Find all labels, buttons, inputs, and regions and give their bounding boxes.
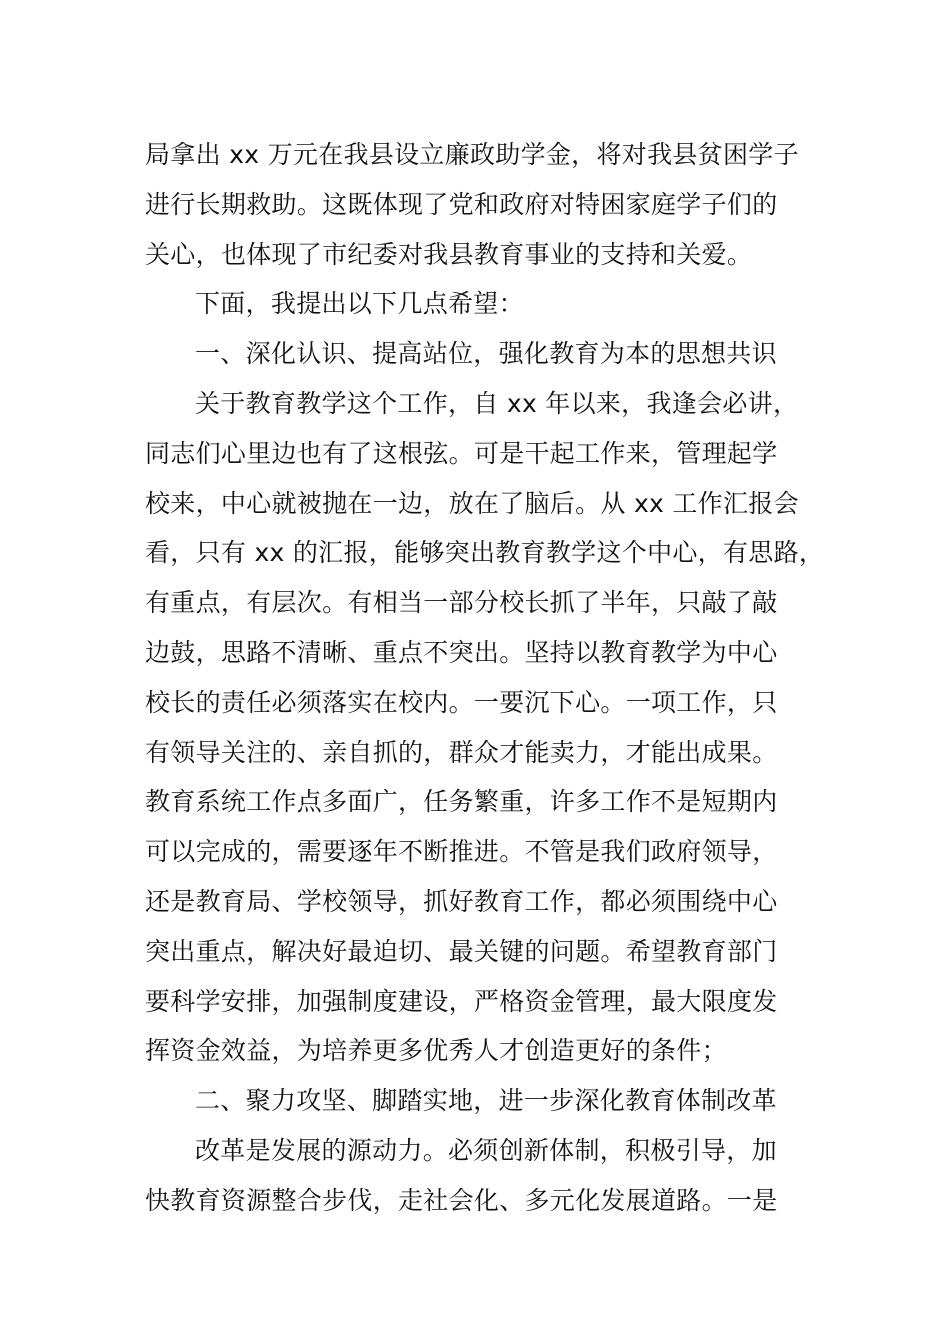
text-line: 校来，中心就被抛在一边，放在了脑后。从 xx 工作汇报会	[145, 488, 799, 518]
text-line: 突出重点，解决好最迫切、最关键的问题。希望教育部门	[145, 936, 778, 966]
text-line: 关于教育教学这个工作，自 xx 年以来，我逢会必讲，	[195, 388, 799, 418]
section-heading: 一、深化认识、提高站位，强化教育为本的思想共识	[195, 339, 777, 369]
text-line: 还是教育局、学校领导，抓好教育工作，都必须围绕中心	[145, 886, 778, 916]
text-line: 挥资金效益，为培养更多优秀人才创造更好的条件；	[145, 1036, 727, 1066]
text-line: 同志们心里边也有了这根弦。可是干起工作来，管理起学	[145, 438, 778, 468]
text-line: 有重点，有层次。有相当一部分校长抓了半年，只敲了敲	[145, 588, 778, 618]
text-line: 看，只有 xx 的汇报，能够突出教育教学这个中心，有思路，	[145, 538, 825, 568]
text-line: 要科学安排，加强制度建设，严格资金管理，最大限度发	[145, 986, 778, 1016]
text-line: 进行长期救助。这既体现了党和政府对特困家庭学子们的	[145, 189, 778, 219]
section-heading: 二、聚力攻坚、脚踏实地，进一步深化教育体制改革	[195, 1086, 777, 1116]
body-text	[145, 130, 825, 1226]
text-line: 有领导关注的、亲自抓的，群众才能卖力，才能出成果。	[145, 737, 778, 767]
text-line: 快教育资源整合步伐，走社会化、多元化发展道路。一是	[145, 1185, 778, 1215]
text-line: 下面，我提出以下几点希望：	[195, 289, 524, 319]
text-line: 关心，也体现了市纪委对我县教育事业的支持和关爱。	[145, 239, 753, 269]
text-line: 可以完成的，需要逐年不断推进。不管是我们政府领导，	[145, 837, 778, 867]
text-line: 局拿出 xx 万元在我县设立廉政助学金，将对我县贫困学子	[145, 140, 799, 169]
text-line: 边鼓，思路不清晰、重点不突出。坚持以教育教学为中心	[145, 637, 778, 667]
text-line: 校长的责任必须落实在校内。一要沉下心。一项工作，只	[145, 687, 778, 717]
text-line: 改革是发展的源动力。必须创新体制，积极引导，加	[195, 1135, 777, 1165]
text-line: 教育系统工作点多面广，任务繁重，许多工作不是短期内	[145, 787, 778, 817]
